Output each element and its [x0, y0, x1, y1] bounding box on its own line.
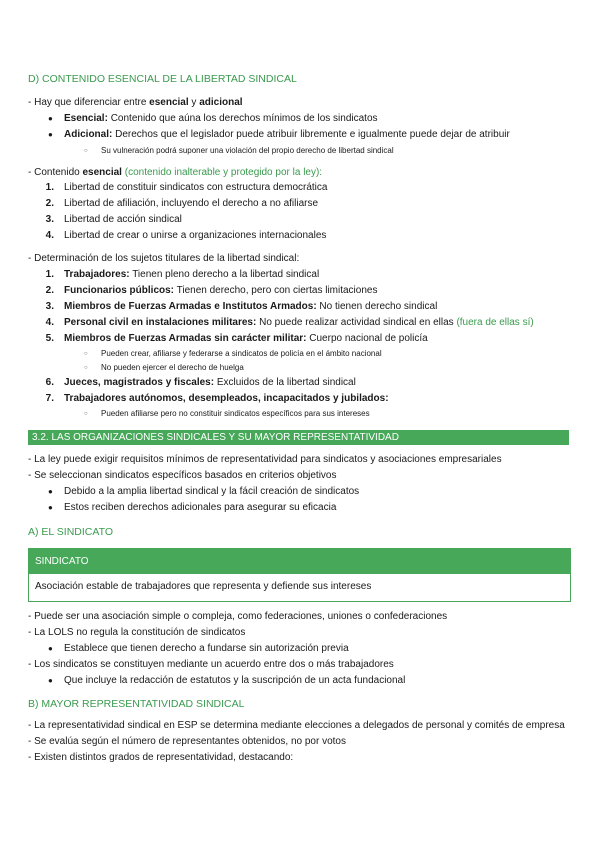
s32-line: - Se seleccionan sindicatos específicos basados en criterios objetivos: [28, 470, 337, 481]
sujeto-green-note: (fuera de ellas sí): [456, 317, 534, 328]
contenido-pre: - Contenido: [28, 167, 83, 178]
list-number: 5.: [45, 333, 54, 344]
section-d-title: D) CONTENIDO ESENCIAL DE LA LIBERTAD SINDICAL: [28, 73, 297, 85]
adicional-item: [64, 129, 510, 141]
s32-line: - La ley puede exigir requisitos mínimos de representatividad para sindicatos y asociaciones empresariales: [28, 454, 502, 465]
contenido-item: Libertad de acción sindical: [64, 214, 182, 225]
sub-bullet-icon: ○: [84, 365, 88, 371]
adicional-sub: Su vulneración podrá suponer una violación del propio derecho de libertad sindical: [101, 146, 394, 155]
list-number: 2.: [45, 285, 54, 296]
sujeto-text: Tienen pleno derecho a la libertad sindical: [129, 269, 320, 280]
sub-bullet-icon: ○: [84, 351, 88, 357]
sujeto-item: [64, 285, 377, 297]
s32-bullet: Estos reciben derechos adicionales para asegurar su eficacia: [64, 502, 337, 513]
adicional-text: Derechos que el legislador puede atribuir libremente e igualmente puede dejar de atribuir: [112, 129, 510, 140]
diff-mid: y: [188, 97, 200, 108]
sujeto-item: [64, 317, 534, 329]
contenido-line: [28, 167, 322, 179]
list-number: 3.: [45, 301, 54, 312]
sa-line: - Los sindicatos se constituyen mediante un acuerdo entre dos o más trabajadores: [28, 659, 394, 670]
section-32-banner: 3.2. LAS ORGANIZACIONES SINDICALES Y SU MAYOR REPRESENTATIVIDAD: [28, 430, 569, 445]
sb-line: - La representatividad sindical en ESP se determina mediante elecciones a delegados de personal y comités de empresa: [28, 720, 565, 731]
contenido-item: Libertad de crear o unirse a organizaciones internacionales: [64, 230, 327, 241]
adicional-label: Adicional:: [64, 129, 113, 140]
diff-esencial: esencial: [149, 97, 189, 108]
sa-bullet: Que incluye la redacción de estatutos y la suscripción de un acta fundacional: [64, 675, 406, 686]
sujeto-item: [64, 377, 356, 389]
sujeto5-sub: Pueden crear, afiliarse y federarse a sindicatos de policía en el ámbito nacional: [101, 349, 382, 358]
esencial-text: Contenido que aúna los derechos mínimos de los sindicatos: [107, 113, 378, 124]
box-title: SINDICATO: [29, 549, 570, 574]
contenido-item: Libertad de afiliación, incluyendo el derecho a no afiliarse: [64, 198, 319, 209]
sujetos-intro: - Determinación de los sujetos titulares de la libertad sindical:: [28, 253, 300, 264]
esencial-label: Esencial:: [64, 113, 108, 124]
sujeto-text: No puede realizar actividad sindical en ellas: [256, 317, 457, 328]
sujeto7-sub: Pueden afiliarse pero no constituir sindicatos específicos para sus intereses: [101, 409, 370, 418]
sub-bullet-icon: ○: [84, 148, 88, 154]
list-number: 3.: [45, 214, 54, 225]
sujeto-item: [64, 301, 437, 313]
sa-bullet: Establece que tienen derecho a fundarse sin autorización previa: [64, 643, 349, 654]
sujeto-label: Funcionarios públicos:: [64, 285, 175, 296]
contenido-green: (contenido inalterable y protegido por la ley):: [121, 167, 323, 178]
list-number: 7.: [45, 393, 54, 404]
list-number: 4.: [45, 317, 54, 328]
esencial-item: [64, 113, 378, 125]
diff-line: [28, 97, 243, 109]
section-b-title: B) MAYOR REPRESENTATIVIDAD SINDICAL: [28, 698, 245, 710]
contenido-esencial: esencial: [82, 167, 122, 178]
list-number: 1.: [45, 182, 54, 193]
sujeto-item: [64, 333, 428, 345]
sujeto-label: Trabajadores:: [64, 269, 130, 280]
bullet-icon: ●: [48, 644, 53, 653]
sujeto-text: No tienen derecho sindical: [316, 301, 438, 312]
bullet-icon: ●: [48, 503, 53, 512]
box-text: Asociación estable de trabajadores que representa y defiende sus intereses: [35, 581, 372, 592]
sujeto-label: Miembros de Fuerzas Armadas sin carácter militar:: [64, 333, 307, 344]
sujeto-text: Excluidos de la libertad sindical: [214, 377, 356, 388]
section-a-title: A) EL SINDICATO: [28, 526, 113, 538]
sujeto-label: Jueces, magistrados y fiscales:: [64, 377, 215, 388]
bullet-icon: ●: [48, 676, 53, 685]
sb-line: - Existen distintos grados de representatividad, destacando:: [28, 752, 294, 763]
sujeto-item: [64, 269, 319, 281]
diff-pre: - Hay que diferenciar entre: [28, 97, 150, 108]
sujeto-text: Tienen derecho, pero con ciertas limitaciones: [174, 285, 378, 296]
sujeto-label: Miembros de Fuerzas Armadas e Institutos Armados:: [64, 301, 317, 312]
list-number: 6.: [45, 377, 54, 388]
sub-bullet-icon: ○: [84, 411, 88, 417]
sujeto-label: Personal civil en instalaciones militares:: [64, 317, 257, 328]
bullet-icon: ●: [48, 130, 53, 139]
diff-adicional: adicional: [199, 97, 243, 108]
list-number: 2.: [45, 198, 54, 209]
sujeto-item: [64, 393, 389, 405]
sb-line: - Se evalúa según el número de representantes obtenidos, no por votos: [28, 736, 346, 747]
sa-line: - La LOLS no regula la constitución de sindicatos: [28, 627, 246, 638]
sujeto5-sub: No pueden ejercer el derecho de huelga: [101, 363, 244, 372]
sa-line: - Puede ser una asociación simple o compleja, como federaciones, uniones o confederaciones: [28, 611, 448, 622]
bullet-icon: ●: [48, 114, 53, 123]
sujeto-text: Cuerpo nacional de policía: [306, 333, 428, 344]
list-number: 4.: [45, 230, 54, 241]
bullet-icon: ●: [48, 487, 53, 496]
list-number: 1.: [45, 269, 54, 280]
sindicato-definition-box: [28, 548, 571, 602]
s32-bullet: Debido a la amplia libertad sindical y la fácil creación de sindicatos: [64, 486, 360, 497]
sujeto-label: Trabajadores autónomos, desempleados, incapacitados y jubilados:: [64, 393, 389, 404]
contenido-item: Libertad de constituir sindicatos con estructura democrática: [64, 182, 328, 193]
